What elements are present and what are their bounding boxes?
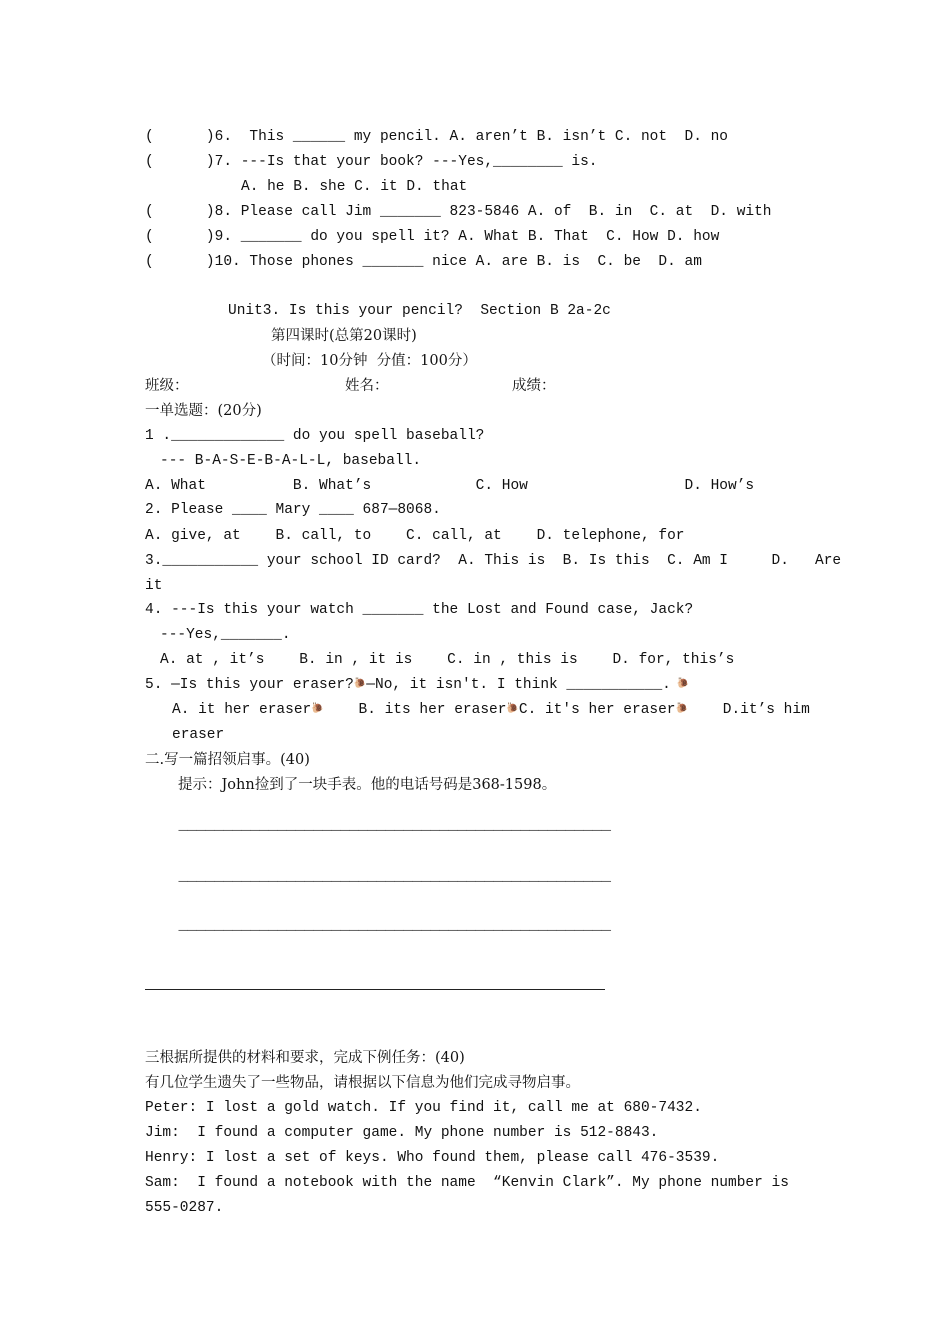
jim-notice: Jim: I found a computer game. My phone number is 512-8843.: [145, 1125, 659, 1141]
section-3-intro: 有几位学生遗失了一些物品，请根据以下信息为他们完成寻物启事。: [145, 1075, 580, 1091]
question-7: ( )7. ---Is that your book? ---Yes,________ is.: [145, 154, 598, 170]
s-question-4: 4. ---Is this your watch _______ the Lost and Found case, Jack?: [145, 602, 694, 618]
s-question-5-part-b: —No, it isn't. I think ___________.: [366, 677, 671, 693]
henry-notice: Henry: I lost a set of keys. Who found them, please call 476-3539.: [145, 1150, 720, 1166]
class-label: 班级：: [145, 378, 189, 394]
time-and-score: （时间：10分钟 分值：100分）: [262, 353, 477, 369]
s-question-1: 1 ._____________ do you spell baseball?: [145, 428, 485, 444]
grade-label: 成绩：: [512, 378, 556, 394]
option-c: C. it's her eraser: [518, 702, 676, 718]
sam-notice-continued: 555-0287.: [145, 1200, 224, 1216]
section-2-title: 二.写一篇招领启事。(40): [145, 752, 310, 768]
snail-icon: 🐌: [353, 679, 367, 690]
s-question-5: [145, 675, 689, 695]
s-question-4-reply: ---Yes,_______.: [160, 627, 291, 643]
horizontal-divider: [145, 989, 605, 990]
snail-icon: 🐌: [506, 704, 519, 715]
s-question-1-options: A. What B. What’s C. How D. How’s: [145, 478, 755, 494]
question-10: ( )10. Those phones _______ nice A. are B. is C. be D. am: [145, 254, 702, 270]
question-7-options: A. he B. she C. it D. that: [241, 179, 468, 195]
snail-icon: 🐌: [670, 679, 690, 690]
s-question-2-options: A. give, at B. call, to C. call, at D. telephone, for: [145, 528, 685, 544]
unit-title: Unit3. Is this your pencil? Section B 2a-2c: [228, 303, 611, 319]
option-d: D.it’s him: [687, 702, 810, 718]
snail-icon: 🐌: [311, 704, 324, 715]
s-question-2: 2. Please ____ Mary ____ 687—8068.: [145, 502, 441, 518]
peter-notice: Peter: I lost a gold watch. If you find it, call me at 680-7432.: [145, 1100, 702, 1116]
s-question-4-options: A. at , it’s B. in , it is C. in , this is D. for, this’s: [160, 652, 735, 668]
writing-line-1: ————————————————————————————————————————————————: [178, 824, 610, 836]
lesson-number: 第四课时(总第20课时): [271, 328, 417, 344]
name-label: 姓名：: [345, 378, 389, 394]
sam-notice: Sam: I found a notebook with the name “Kenvin Clark”. My phone number is: [145, 1175, 789, 1191]
question-9: ( )9. _______ do you spell it? A. What B. That C. How D. how: [145, 229, 720, 245]
question-6: ( )6. This ______ my pencil. A. aren’t B. isn’t C. not D. no: [145, 129, 728, 145]
s-question-3: 3.___________ your school ID card? A. This is B. Is this C. Am I D. Are: [145, 553, 842, 569]
section-2-hint: 提示：John捡到了一块手表。他的电话号码是368-1598。: [178, 777, 557, 793]
option-b: B. its her eraser: [323, 702, 507, 718]
s-question-1-reply: --- B-A-S-E-B-A-L-L, baseball.: [160, 453, 422, 469]
snail-icon: 🐌: [675, 704, 688, 715]
question-8: ( )8. Please call Jim _______ 823-5846 A. of B. in C. at D. with: [145, 204, 772, 220]
s-question-5-options: [172, 700, 810, 720]
section-1-title: 一单选题：(20分): [145, 403, 262, 419]
writing-line-2: ————————————————————————————————————————————————: [178, 875, 610, 887]
option-a: A. it her eraser: [172, 702, 312, 718]
s-question-5-part-a: 5. —Is this your eraser?: [145, 677, 354, 693]
s-question-3-continued: it: [145, 578, 163, 594]
section-3-title: 三根据所提供的材料和要求，完成下例任务：(40): [145, 1050, 465, 1066]
s-question-5-continued: eraser: [172, 727, 225, 743]
writing-line-3: ————————————————————————————————————————————————: [178, 924, 610, 936]
